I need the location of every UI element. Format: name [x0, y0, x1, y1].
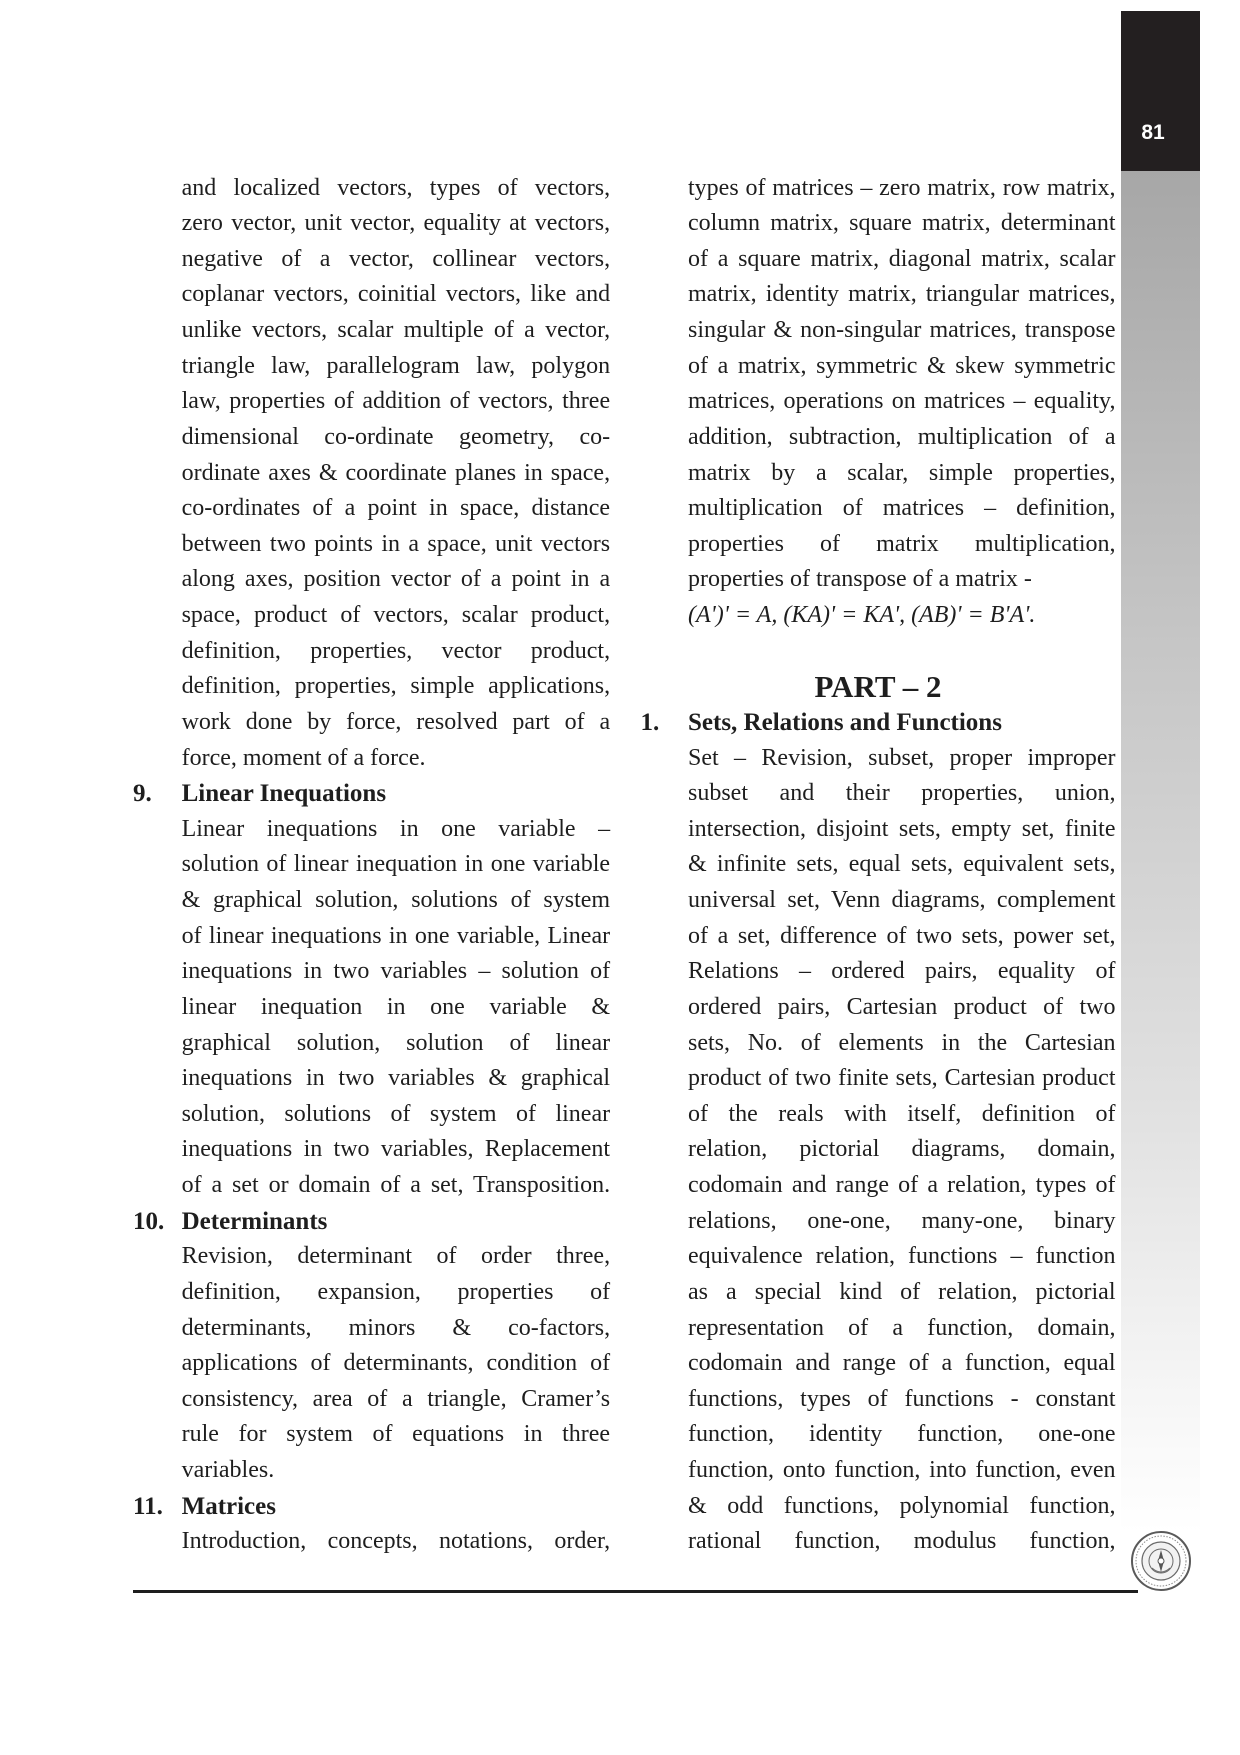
text-line: & infinite sets, equal sets, equivalent sets, [688, 851, 1116, 878]
text-line: intersection, disjoint sets, empty set, finite [688, 815, 1116, 842]
text-line: ordered pairs, Cartesian product of two [688, 993, 1116, 1020]
text-line: Revision, determinant of order three, [181, 1243, 611, 1270]
text-line: codomain and range of a function, equal [688, 1350, 1116, 1377]
text-line: of a set, difference of two sets, power set, [688, 922, 1116, 949]
section-title: Linear Inequations [181, 780, 387, 808]
text-line: variables. [181, 1457, 275, 1483]
text-line: and localized vectors, types of vectors, [181, 174, 611, 201]
text-line: negative of a vector, collinear vectors, [181, 245, 611, 272]
section-title: Matrices [181, 1492, 276, 1520]
text-line: inequations in two variables – solution of [181, 958, 611, 985]
part-heading: PART – 2 [814, 669, 942, 705]
text-line: work done by force, resolved part of a [181, 708, 611, 735]
text-line: solution, solutions of system of linear [181, 1100, 611, 1127]
text-line: linear inequation in one variable & [181, 993, 611, 1020]
text-line: column matrix, square matrix, determinant [688, 210, 1116, 237]
text-line: Introduction, concepts, notations, order, [181, 1528, 611, 1555]
text-line: functions, types of functions - constant [688, 1385, 1116, 1412]
section-number: 9. [133, 780, 152, 808]
right-column [640, 171, 1116, 1560]
text-line: function, identity function, one-one [688, 1421, 1116, 1448]
blank-spacer [688, 634, 1116, 670]
footer-rule [133, 1590, 1138, 1594]
text-line: determinants, minors & co-factors, [181, 1314, 611, 1341]
text-line: definition, properties, simple applications, [181, 673, 611, 700]
text-line: codomain and range of a relation, types of [688, 1172, 1116, 1198]
text-line: co-ordinates of a point in space, distance [181, 495, 611, 522]
seal-logo-icon [1130, 1530, 1192, 1592]
text-line: coplanar vectors, coinitial vectors, like and [181, 281, 611, 308]
text-line: graphical solution, solution of linear [181, 1029, 611, 1056]
text-line: of a square matrix, diagonal matrix, scalar [688, 245, 1116, 272]
page-number-tab [1121, 11, 1200, 171]
text-line: unlike vectors, scalar multiple of a vector, [181, 317, 611, 343]
text-line: singular & non-singular matrices, transpose [688, 317, 1116, 343]
text-line: Set – Revision, subset, proper improper [688, 744, 1116, 771]
text-line: dimensional co-ordinate geometry, co- [181, 423, 611, 450]
text-line: addition, subtraction, multiplication of a [688, 423, 1116, 450]
text-line: matrices, operations on matrices – equality, [688, 388, 1116, 415]
page-number: 81 [1141, 121, 1165, 144]
section-heading [133, 1489, 611, 1525]
section-heading [133, 776, 611, 812]
section-heading [640, 705, 1116, 741]
text-line: & graphical solution, solutions of system [181, 887, 611, 913]
text-line: sets, No. of elements in the Cartesian [688, 1029, 1116, 1056]
text-line: multiplication of matrices – definition, [688, 495, 1116, 522]
text-line: equivalence relation, functions – function [688, 1243, 1116, 1270]
section-title: Sets, Relations and Functions [688, 708, 1002, 736]
text-line: representation of a function, domain, [688, 1314, 1116, 1341]
text-line: definition, properties, vector product, [181, 637, 611, 664]
text-line: relations, one-one, many-one, binary [688, 1207, 1116, 1234]
text-line: zero vector, unit vector, equality at vectors, [181, 210, 611, 237]
text-line: triangle law, parallelogram law, polygon [181, 352, 611, 379]
text-line: force, moment of a force. [181, 744, 426, 771]
text-line: ordinate axes & coordinate planes in space, [181, 459, 611, 486]
text-line: relation, pictorial diagrams, domain, [688, 1136, 1116, 1163]
text-line: subset and their properties, union, [688, 780, 1116, 807]
text-line: inequations in two variables & graphical [181, 1065, 611, 1092]
section-title: Determinants [181, 1207, 328, 1235]
text-line: space, product of vectors, scalar product, [181, 602, 611, 628]
section-number: 1. [640, 708, 660, 736]
text-line: Relations – ordered pairs, equality of [688, 958, 1116, 985]
text-line: & odd functions, polynomial function, [688, 1492, 1116, 1519]
text-line: inequations in two variables, Replacement [181, 1136, 611, 1163]
section-number: 11. [133, 1492, 163, 1520]
text-line: product of two finite sets, Cartesian product [688, 1065, 1116, 1092]
text-line: of the reals with itself, definition of [688, 1100, 1116, 1127]
text-line: along axes, position vector of a point in a [181, 566, 611, 593]
section-heading [133, 1204, 611, 1240]
text-line: properties of matrix multiplication, [688, 530, 1116, 557]
text-line: function, onto function, into function, even [688, 1457, 1116, 1483]
text-line: Linear inequations in one variable – [181, 815, 611, 842]
formula-line: (A')' = A, (KA)' = KA', (AB)' = B'A'. [688, 602, 1036, 628]
text-line: consistency, area of a triangle, Cramer’s [181, 1385, 611, 1412]
text-line: applications of determinants, condition of [181, 1350, 611, 1377]
text-line: matrix, identity matrix, triangular matrices, [688, 281, 1116, 308]
text-line: of a matrix, symmetric & skew symmetric [688, 352, 1116, 379]
text-line: rational function, modulus function, [688, 1528, 1116, 1555]
text-line: as a special kind of relation, pictorial [688, 1278, 1116, 1305]
section-number: 10. [133, 1207, 165, 1235]
text-line: between two points in a space, unit vectors [181, 530, 611, 557]
side-gradient-bar [1121, 171, 1200, 1533]
text-line: properties of transpose of a matrix - [688, 566, 1032, 593]
text-line: universal set, Venn diagrams, complement [688, 887, 1116, 913]
text-line: solution of linear inequation in one variable [181, 851, 611, 878]
text-line: matrix by a scalar, simple properties, [688, 459, 1116, 486]
text-line: law, properties of addition of vectors, three [181, 388, 611, 415]
text-line: types of matrices – zero matrix, row matrix, [688, 174, 1116, 201]
text-line: of a set or domain of a set, Transposition. [181, 1172, 611, 1198]
text-line: of linear inequations in one variable, Linear [181, 922, 611, 949]
text-line: rule for system of equations in three [181, 1421, 611, 1448]
left-column [133, 171, 611, 1560]
text-line: definition, expansion, properties of [181, 1278, 611, 1305]
